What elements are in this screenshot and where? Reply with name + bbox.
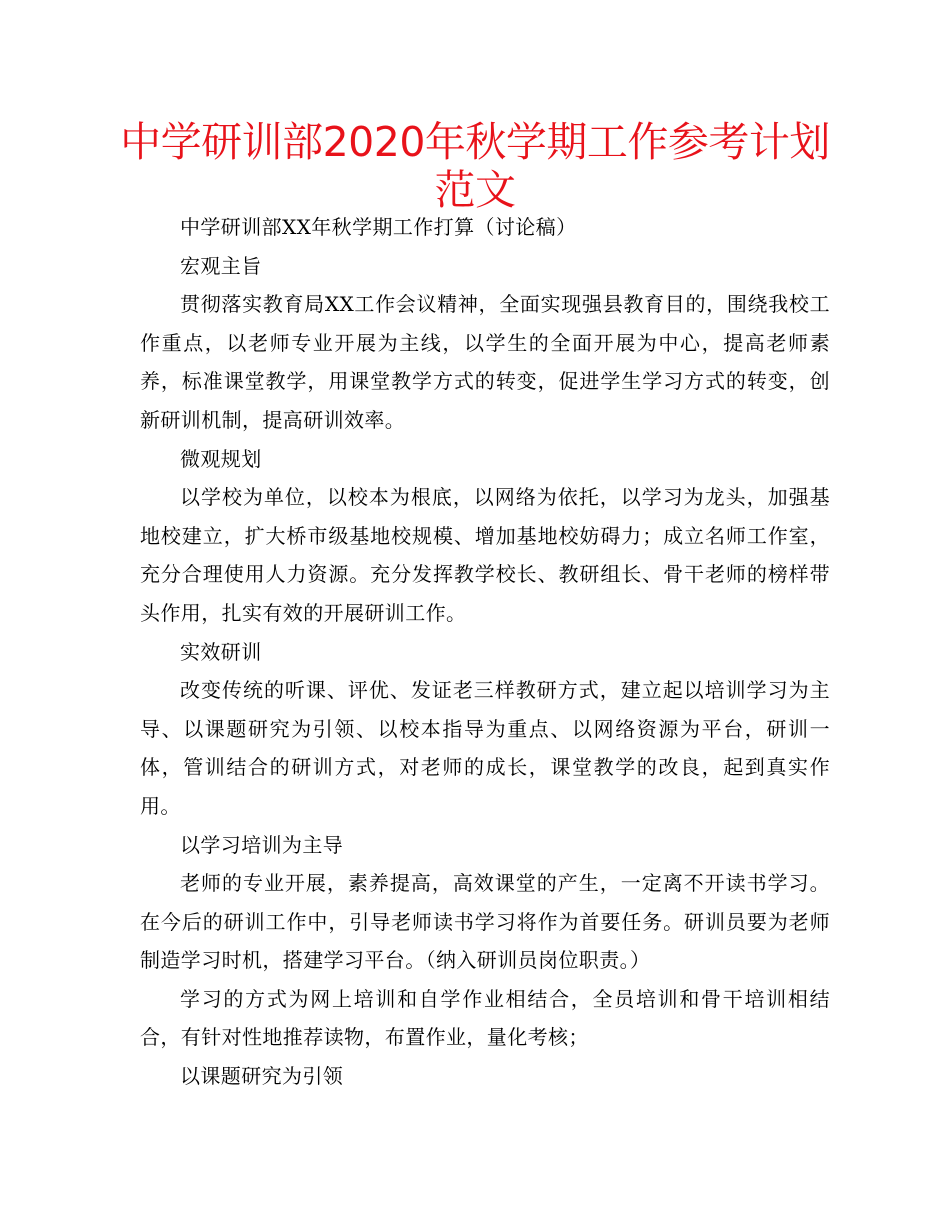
- document-body: [140, 208, 830, 1096]
- paragraph-study-methods: 学习的方式为网上培训和自学作业相结合，全员培训和骨干培训相结合，有针对性地推荐读物，布置作业，量化考核；: [140, 986, 830, 1050]
- section-heading-training: 以学习培训为主导: [180, 832, 344, 857]
- paragraph-macro: 贯彻落实教育局XX工作会议精神，全面实现强县教育目的，围绕我校工作重点，以老师专业开展为主线，以学生的全面开展为中心，提高老师素养，标准课堂教学，用课堂教学方式的转变，促进学生学习方式的转变，创新研训机制，提高研训效率。: [140, 292, 830, 432]
- paragraph-effective: 改变传统的听课、评优、发证老三样教研方式，建立起以培训学习为主导、以课题研究为引领、以校本指导为重点、以网络资源为平台，研训一体，管训结合的研训方式，对老师的成长，课堂教学的改良，起到真实作用。: [140, 678, 830, 818]
- paragraph-training: 老师的专业开展，素养提高，高效课堂的产生，一定离不开读书学习。在今后的研训工作中，引导老师读书学习将作为首要任务。研训员要为老师制造学习时机，搭建学习平台。（纳入研训员岗位职责。）: [140, 871, 830, 973]
- paragraph-subtitle: 中学研训部XX年秋学期工作打算（讨论稿）: [180, 215, 577, 239]
- section-heading-micro: 微观规划: [180, 446, 262, 471]
- paragraph-micro: 以学校为单位，以校本为根底，以网络为依托，以学习为龙头，加强基地校建立，扩大桥市级基地校规模、增加基地校妨碍力；成立名师工作室，充分合理使用人力资源。充分发挥教学校长、教研组长、骨干老师的榜样带头作用，扎实有效的开展研训工作。: [140, 485, 830, 625]
- section-heading-macro: 宏观主旨: [180, 253, 262, 278]
- section-heading-effective: 实效研训: [180, 639, 262, 664]
- section-heading-research: 以课题研究为引领: [180, 1064, 344, 1089]
- document-title: 中学研训部2020年秋学期工作参考计划范文: [120, 118, 830, 214]
